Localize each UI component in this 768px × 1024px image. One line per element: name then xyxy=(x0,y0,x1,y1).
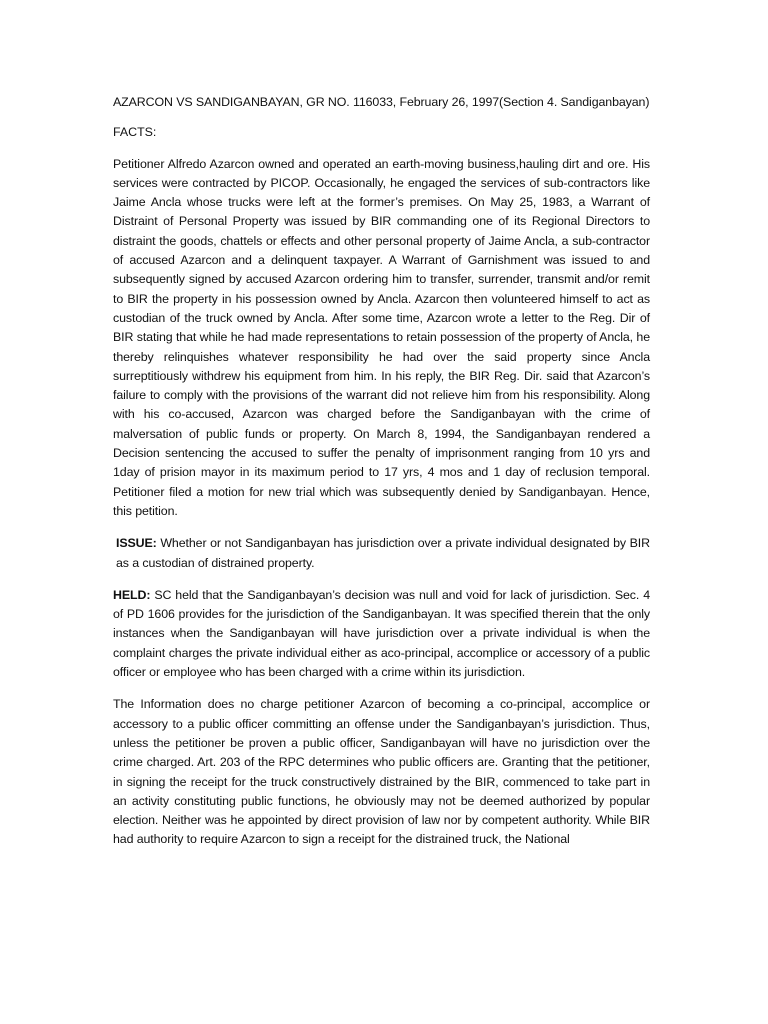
facts-paragraph: Petitioner Alfredo Azarcon owned and operated an earth-moving business,hauling dirt and ore. His services were contracted by PICOP. Occasionally, he engaged the services of sub-contractors like Jaime Ancla whose trucks were left at the former’s premises. On May 25, 1983, a Warrant of Distraint of Personal Property was issued by BIR commanding one of its Regional Directors to distraint the goods, chattels or effects and other personal property of Jaime Ancla, a sub-contractor of accused Azarcon and a delinquent taxpayer. A Warrant of Garnishment was issued to and subsequently signed by accused Azarcon ordering him to transfer, surrender, transmit and/or remit to BIR the property in his possession owned by Ancla. Azarcon then volunteered himself to act as custodian of the truck owned by Ancla. After some time, Azarcon wrote a letter to the Reg. Dir of BIR stating that while he had made representations to retain possession of the property of Ancla, he thereby relinquishes whatever responsibility he had over the said property since Ancla surreptitiously withdrew his equipment from him. In his reply, the BIR Reg. Dir. said that Azarcon’s failure to comply with the provisions of the warrant did not relieve him from his responsibility. Along with his co-accused, Azarcon was charged before the Sandiganbayan with the crime of malversation of public funds or property. On March 8, 1994, the Sandiganbayan rendered a Decision sentencing the accused to suffer the penalty of imprisonment ranging from 10 yrs and 1day of prision mayor in its maximum period to 17 yrs, 4 mos and 1 day of reclusion temporal. Petitioner filed a motion for new trial which was subsequently denied by Sandiganbayan. Hence, this petition. xyxy=(113,156,650,518)
held-text: SC held that the Sandiganbayan’s decision was null and void for lack of jurisdiction. Sec. 4 of PD 1606 provides for the jurisdiction of the Sandiganbayan. It was specified therein that the only instances when the Sandiganbayan will have jurisdiction over a private individual is when the complaint charges the private individual either as aco-principal, accomplice or accessory of a public officer or employee who has been charged with a crime within its jurisdiction. xyxy=(113,587,650,680)
issue-label: ISSUE: xyxy=(116,536,157,551)
information-paragraph: The Information does no charge petitioner Azarcon of becoming a co-principal, accomplice or accessory to a public officer committing an offense under the Sandiganbayan’s jurisdiction. Thus, unless the petitioner be proven a public officer, Sandiganbayan will have no jurisdiction over the crime charged. Art. 203 of the RPC determines who public officers are. Granting that the petitioner, in signing the receipt for the truck constructively distrained by the BIR, commenced to take part in an activity constituting public functions, he obviously may not be deemed authorized by popular election. Neither was he appointed by direct provision of law nor by competent authority. While BIR had authority to require Azarcon to sign a receipt for the distrained truck, the National xyxy=(113,697,650,847)
case-title: AZARCON VS SANDIGANBAYAN, GR NO. 116033, February 26, 1997(Section 4. Sandiganbayan) xyxy=(113,95,650,109)
held-label: HELD: xyxy=(113,587,151,602)
facts-heading: FACTS: xyxy=(113,125,157,140)
document-page xyxy=(113,93,650,863)
issue-paragraph xyxy=(116,534,650,573)
held-paragraph xyxy=(113,586,650,682)
issue-text: Whether or not Sandiganbayan has jurisdiction over a private individual designated by BIR as a custodian of distrained property. xyxy=(116,536,650,570)
